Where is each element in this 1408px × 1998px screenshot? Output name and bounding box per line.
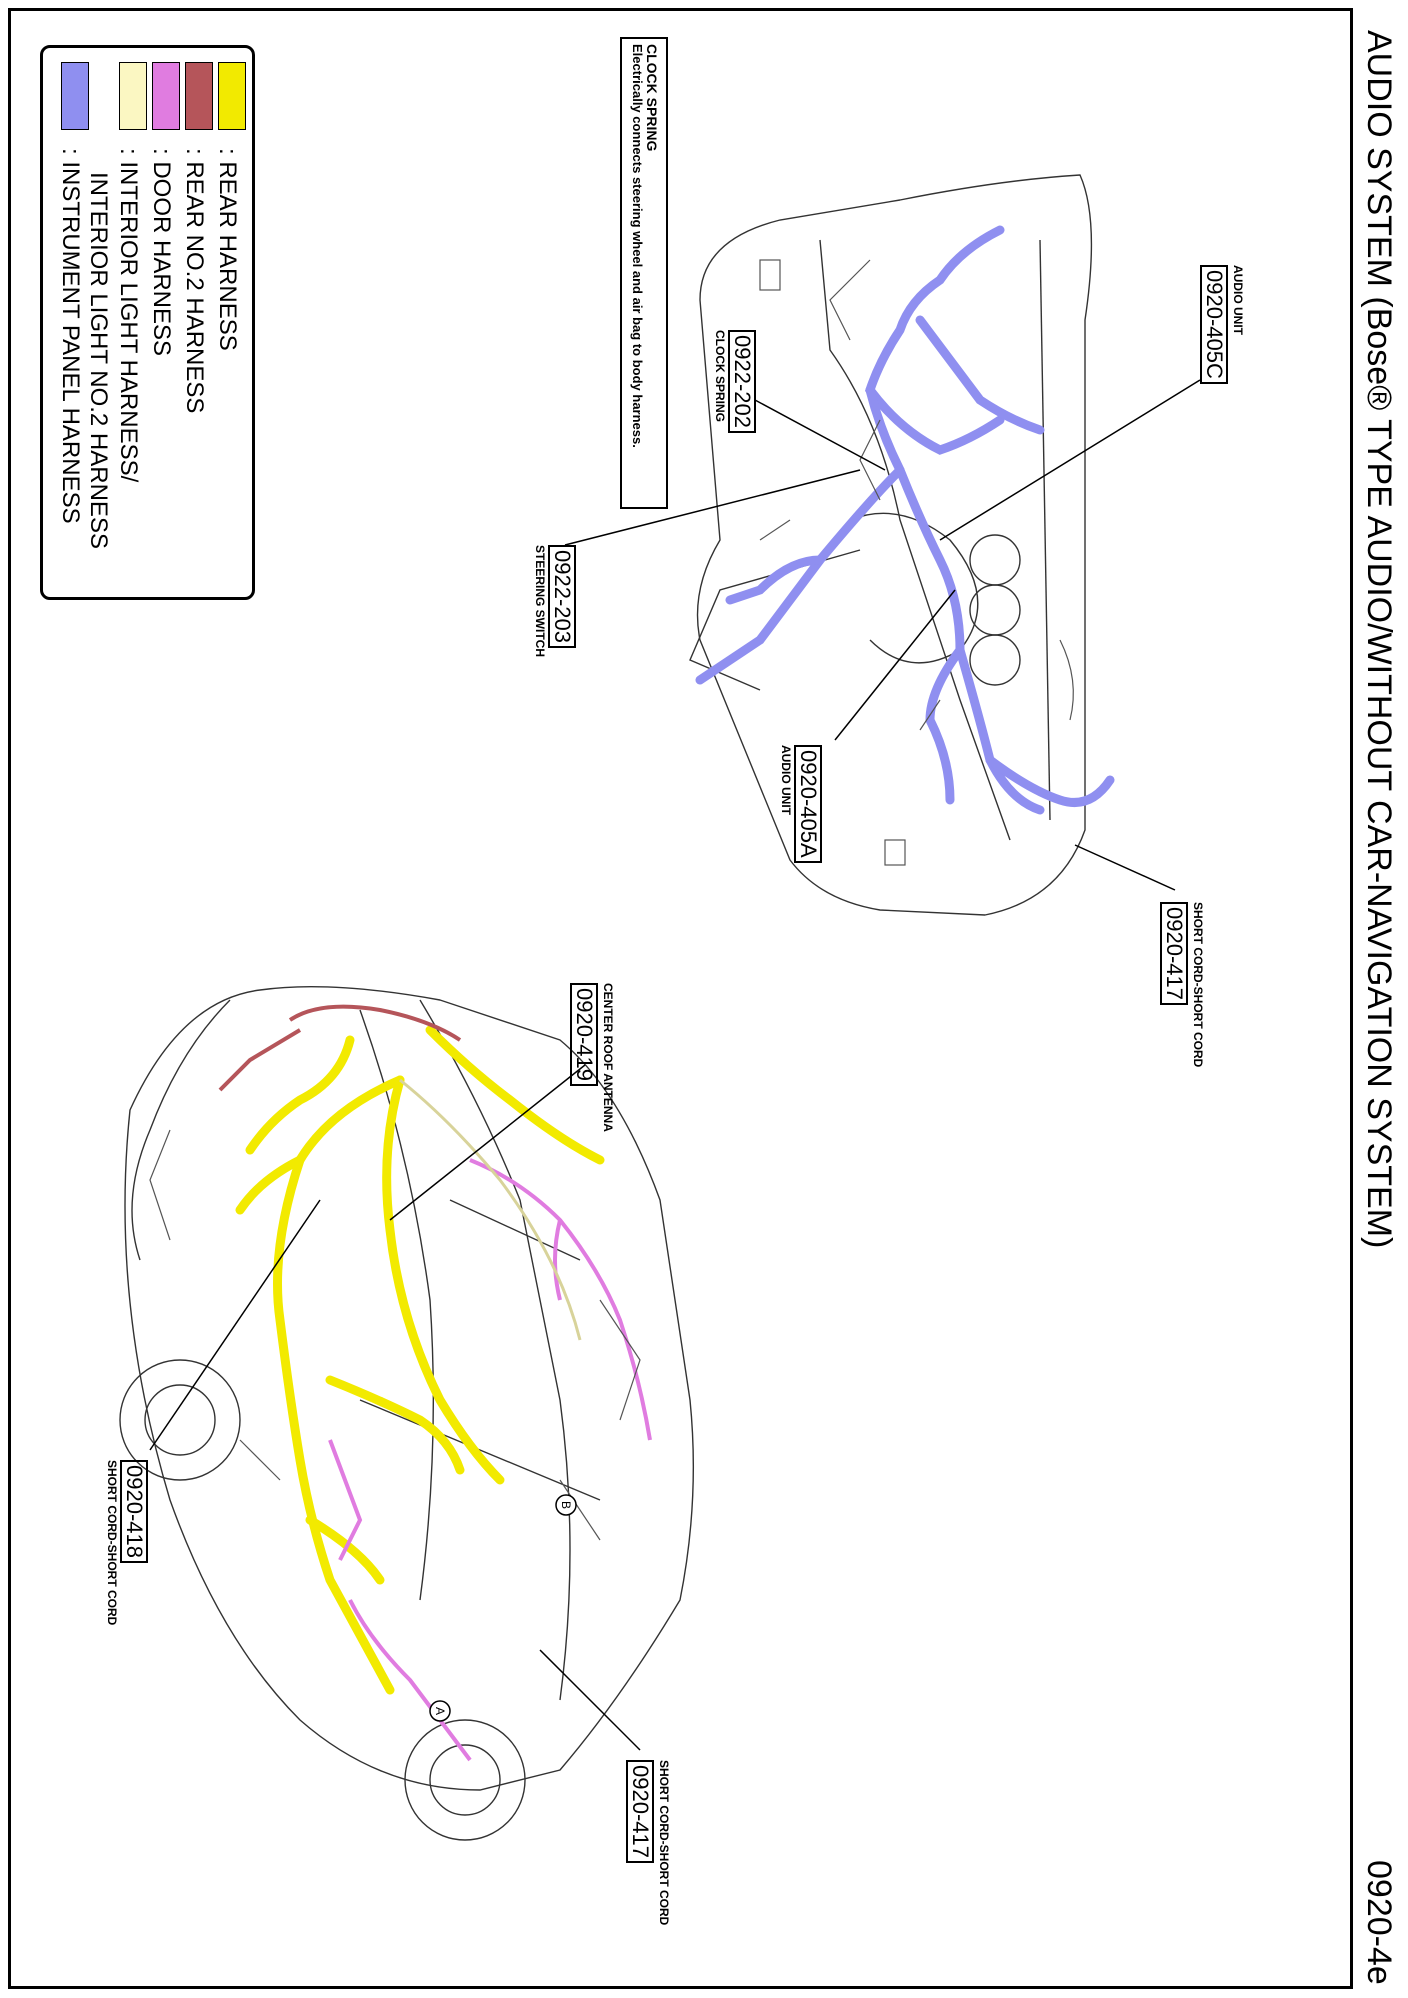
callout-0920-405c-desc: AUDIO UNIT (1231, 265, 1245, 335)
note-text: Electrically connects steering wheel and air bag to body harness. (630, 44, 645, 448)
page-number: 0920-4e (1360, 1860, 1398, 1985)
legend-label-rear2: : REAR NO.2 HARNESS (181, 148, 208, 414)
interior-light-harness (400, 1080, 580, 1340)
vehicle-wiring-detail (150, 1130, 640, 1540)
callout-leader-lines (150, 380, 1200, 1750)
marker-a-label: A (433, 1706, 447, 1716)
legend-label-instrument: : INSTRUMENT PANEL HARNESS (57, 148, 84, 524)
callout-0920-419: 0920-419 (570, 983, 598, 1086)
legend-label-interior: : INTERIOR LIGHT HARNESS/ (115, 148, 142, 483)
legend-label-rear: : REAR HARNESS (214, 148, 241, 351)
callout-0920-418: 0920-418 (120, 1460, 148, 1563)
callout-0920-417-ip-desc: SHORT CORD-SHORT CORD (1191, 902, 1205, 1068)
marker-b-label: B (559, 1500, 573, 1510)
location-markers (430, 1495, 576, 1721)
legend-label-interior2: INTERIOR LIGHT NO.2 HARNESS (85, 172, 112, 549)
callout-0922-203: 0922-203 (548, 545, 576, 648)
callout-0920-417-vehicle-desc: SHORT CORD-SHORT CORD (657, 1760, 671, 1926)
rear-no2-harness (220, 1007, 460, 1090)
callout-0922-202-desc: CLOCK SPRING (713, 330, 727, 423)
callout-0920-418-desc: SHORT CORD-SHORT CORD (105, 1460, 119, 1626)
note-title: CLOCK SPRING (644, 44, 660, 152)
callout-0922-203-desc: STEERING SWITCH (533, 545, 547, 658)
callout-0920-405c: 0920-405C (1200, 265, 1228, 384)
page-title: AUDIO SYSTEM (Bose® TYPE AUDIO/WITHOUT CAR-NAVIGATION SYSTEM) (1360, 30, 1398, 1249)
legend-label-door: : DOOR HARNESS (148, 148, 175, 357)
callout-0920-405a: 0920-405A (794, 745, 822, 863)
callout-0920-417-ip: 0920-417 (1160, 902, 1188, 1005)
callout-0920-405a-desc: AUDIO UNIT (779, 745, 793, 815)
callout-0920-417-vehicle: 0920-417 (626, 1760, 654, 1863)
rear-harness (240, 1030, 600, 1690)
callout-0922-202: 0922-202 (728, 330, 756, 433)
callout-0920-419-desc: CENTER ROOF ANTENNA (601, 983, 615, 1132)
